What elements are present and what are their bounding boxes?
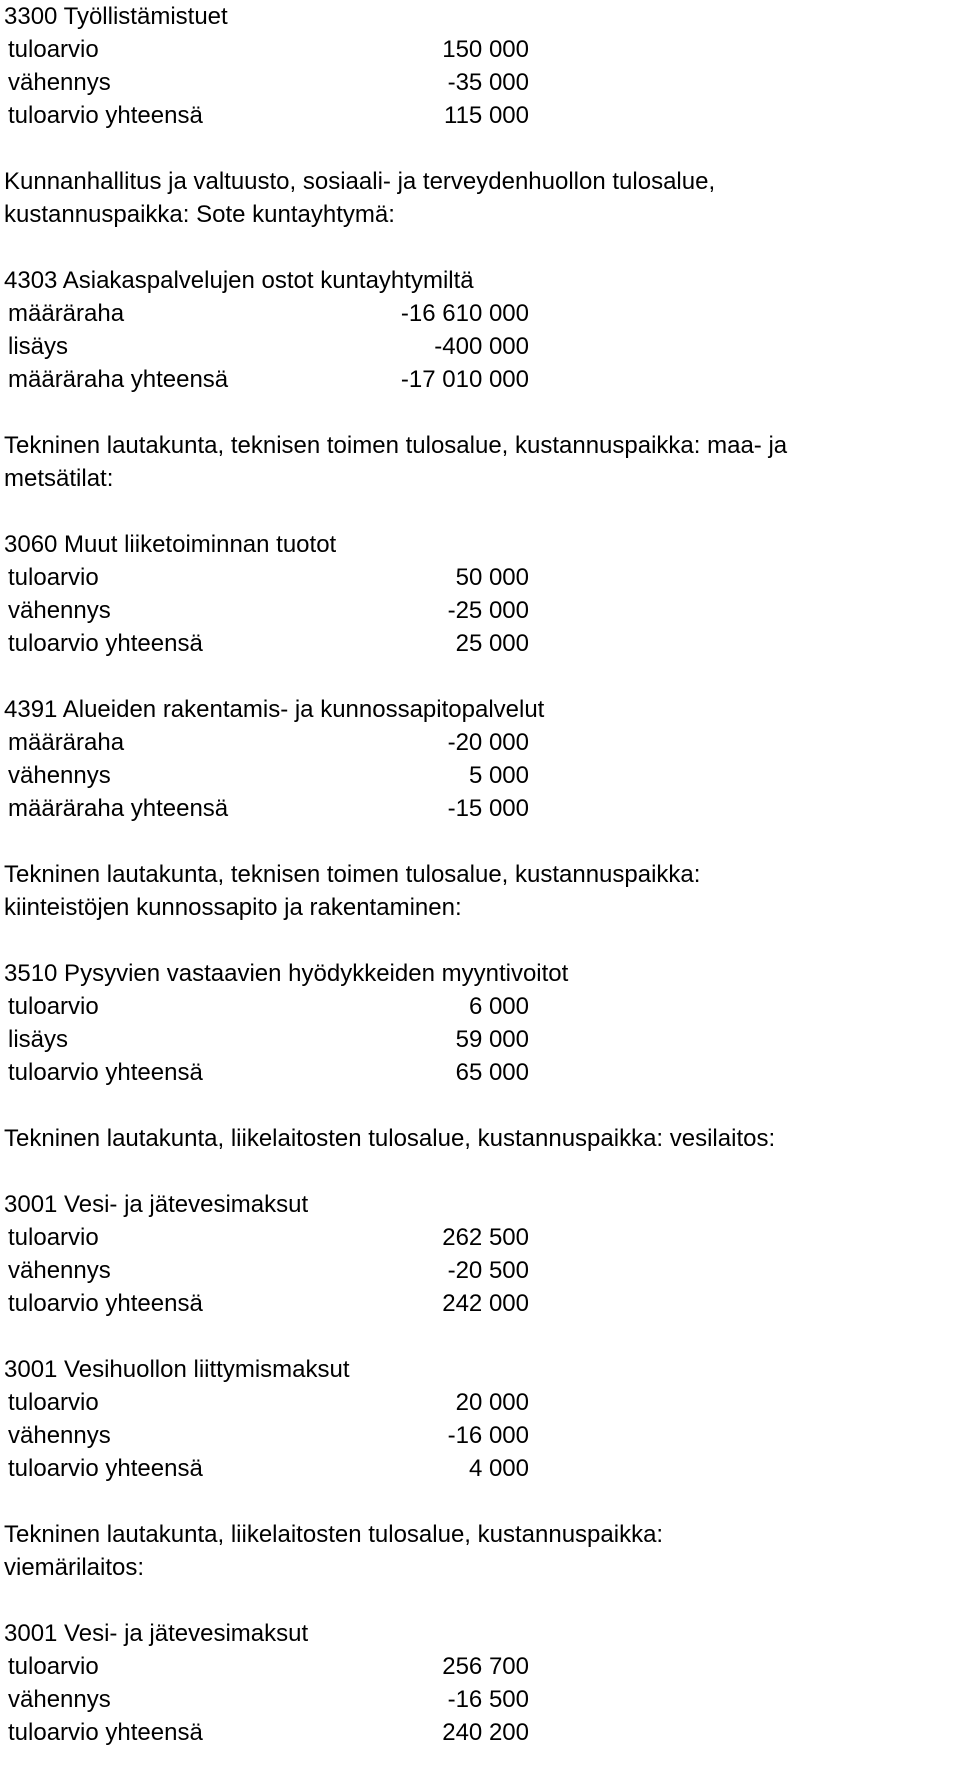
amount-label: vähennys — [8, 1422, 111, 1449]
item-title: 3300 Työllistämistuet — [4, 3, 228, 30]
spacer — [4, 825, 956, 858]
amount-label: vähennys — [8, 1686, 111, 1713]
amount-value: 6 000 — [468, 993, 529, 1020]
amount-value: 20 000 — [455, 1389, 529, 1416]
amount-value: 59 000 — [455, 1026, 529, 1053]
spacer — [4, 1485, 956, 1518]
spacer — [4, 1089, 956, 1122]
amount-value: -25 000 — [447, 597, 529, 624]
amount-value: 5 000 — [468, 762, 529, 789]
amount-row — [4, 1221, 956, 1254]
spacer — [4, 924, 956, 957]
amount-row — [4, 1419, 956, 1452]
amount-value: 256 700 — [442, 1653, 529, 1680]
amount-value: -15 000 — [447, 795, 529, 822]
section-heading-line: Kunnanhallitus ja valtuusto, sosiaali- ja terveydenhuollon tulosalue, — [4, 168, 716, 195]
amount-row — [4, 594, 956, 627]
amount-row — [4, 792, 956, 825]
amount-row — [4, 627, 956, 660]
spacer — [4, 1584, 956, 1617]
item-title: 4391 Alueiden rakentamis- ja kunnossapitopalvelut — [4, 696, 545, 723]
item-title: 3001 Vesi- ja jätevesimaksut — [4, 1620, 309, 1647]
amount-value: 115 000 — [444, 102, 529, 129]
item-title: 3510 Pysyvien vastaavien hyödykkeiden myyntivoitot — [4, 960, 569, 987]
amount-label: tuloarvio yhteensä — [8, 630, 203, 657]
item-title: 3001 Vesi- ja jätevesimaksut — [4, 1191, 309, 1218]
amount-value: 262 500 — [442, 1224, 529, 1251]
amount-value: -17 010 000 — [400, 366, 529, 393]
section-heading-line: kiinteistöjen kunnossapito ja rakentaminen: — [4, 894, 462, 921]
section-heading-line: viemärilaitos: — [4, 1554, 145, 1581]
spacer — [4, 660, 956, 693]
amount-label: määräraha yhteensä — [8, 795, 229, 822]
amount-label: lisäys — [8, 1026, 69, 1053]
amount-label: määräraha yhteensä — [8, 366, 229, 393]
amount-label: vähennys — [8, 762, 111, 789]
spacer — [4, 1320, 956, 1353]
amount-value: -16 610 000 — [400, 300, 529, 327]
item-title: 3001 Vesihuollon liittymismaksut — [4, 1356, 350, 1383]
amount-row — [4, 330, 956, 363]
amount-row — [4, 1056, 956, 1089]
spacer — [4, 396, 956, 429]
amount-label: tuloarvio — [8, 993, 99, 1020]
amount-value: -35 000 — [447, 69, 529, 96]
amount-row — [4, 1716, 956, 1749]
amount-row — [4, 1287, 956, 1320]
spacer — [4, 495, 956, 528]
amount-row — [4, 66, 956, 99]
amount-label: tuloarvio yhteensä — [8, 1059, 203, 1086]
amount-value: 4 000 — [468, 1455, 529, 1482]
amount-value: -16 500 — [447, 1686, 529, 1713]
amount-row — [4, 1254, 956, 1287]
amount-value: -20 000 — [447, 729, 529, 756]
amount-label: tuloarvio — [8, 564, 99, 591]
amount-label: tuloarvio — [8, 1389, 99, 1416]
amount-label: lisäys — [8, 333, 69, 360]
spacer — [4, 1155, 956, 1188]
amount-label: vähennys — [8, 69, 111, 96]
spacer — [4, 132, 956, 165]
amount-label: tuloarvio — [8, 1224, 99, 1251]
amount-label: tuloarvio — [8, 36, 99, 63]
amount-row — [4, 561, 956, 594]
amount-value: 150 000 — [442, 36, 529, 63]
document-page — [4, 0, 956, 1749]
amount-row — [4, 1683, 956, 1716]
amount-label: vähennys — [8, 597, 111, 624]
amount-row — [4, 1452, 956, 1485]
amount-row — [4, 1023, 956, 1056]
amount-row — [4, 33, 956, 66]
section-heading-line: Tekninen lautakunta, liikelaitosten tulosalue, kustannuspaikka: vesilaitos: — [4, 1125, 776, 1152]
amount-value: 242 000 — [442, 1290, 529, 1317]
amount-value: 240 200 — [442, 1719, 529, 1746]
amount-label: määräraha — [8, 300, 125, 327]
amount-label: tuloarvio yhteensä — [8, 1290, 203, 1317]
amount-row — [4, 99, 956, 132]
section-heading-line: metsätilat: — [4, 465, 114, 492]
amount-row — [4, 1650, 956, 1683]
amount-value: 65 000 — [455, 1059, 529, 1086]
item-title: 4303 Asiakaspalvelujen ostot kuntayhtymiltä — [4, 267, 474, 294]
amount-label: tuloarvio yhteensä — [8, 1719, 203, 1746]
amount-value: -400 000 — [434, 333, 529, 360]
amount-value: 50 000 — [455, 564, 529, 591]
amount-row — [4, 1386, 956, 1419]
amount-label: tuloarvio yhteensä — [8, 1455, 203, 1482]
amount-row — [4, 759, 956, 792]
amount-label: määräraha — [8, 729, 125, 756]
amount-value: -20 500 — [447, 1257, 529, 1284]
amount-value: 25 000 — [455, 630, 529, 657]
spacer — [4, 231, 956, 264]
amount-label: vähennys — [8, 1257, 111, 1284]
amount-label: tuloarvio yhteensä — [8, 102, 203, 129]
amount-row — [4, 297, 956, 330]
item-title: 3060 Muut liiketoiminnan tuotot — [4, 531, 337, 558]
section-heading-line: Tekninen lautakunta, teknisen toimen tulosalue, kustannuspaikka: maa- ja — [4, 432, 788, 459]
section-heading-line: kustannuspaikka: Sote kuntayhtymä: — [4, 201, 395, 228]
amount-row — [4, 726, 956, 759]
amount-row — [4, 363, 956, 396]
amount-value: -16 000 — [447, 1422, 529, 1449]
amount-label: tuloarvio — [8, 1653, 99, 1680]
section-heading-line: Tekninen lautakunta, teknisen toimen tulosalue, kustannuspaikka: — [4, 861, 701, 888]
section-heading-line: Tekninen lautakunta, liikelaitosten tulosalue, kustannuspaikka: — [4, 1521, 664, 1548]
amount-row — [4, 990, 956, 1023]
